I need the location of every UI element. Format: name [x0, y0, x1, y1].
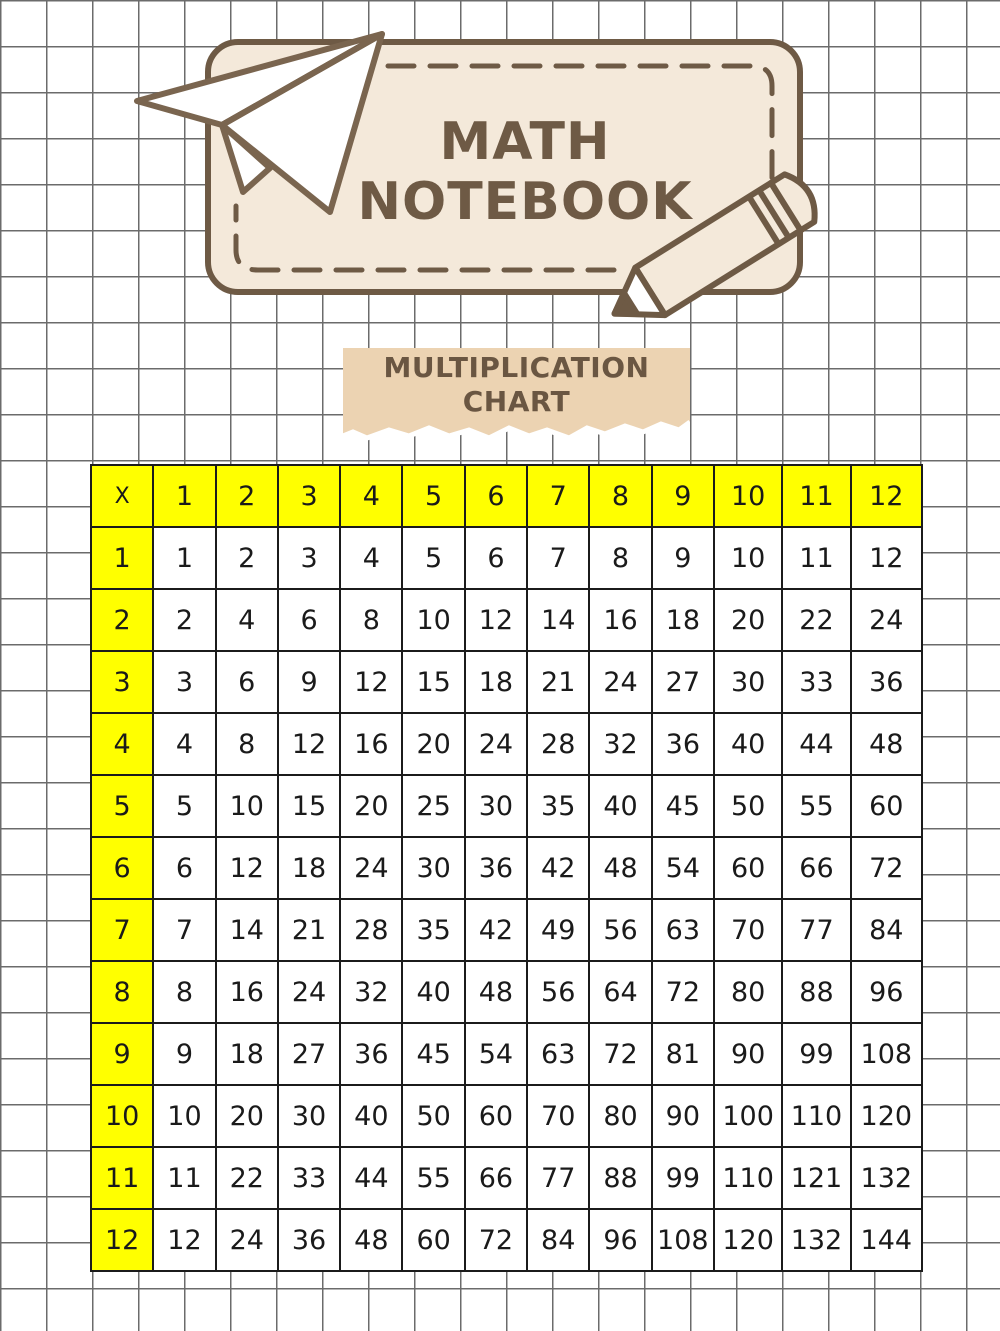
product-cell: 132	[782, 1209, 850, 1271]
product-cell: 1	[153, 527, 215, 589]
product-cell: 7	[527, 527, 589, 589]
row-header-cell: 1	[91, 527, 153, 589]
product-cell: 81	[652, 1023, 714, 1085]
column-header-cell: 6	[465, 465, 527, 527]
product-cell: 90	[652, 1085, 714, 1147]
product-cell: 22	[216, 1147, 278, 1209]
product-cell: 77	[527, 1147, 589, 1209]
product-cell: 50	[714, 775, 782, 837]
product-cell: 30	[714, 651, 782, 713]
product-cell: 21	[527, 651, 589, 713]
multiplication-table-container	[90, 464, 923, 1272]
product-cell: 10	[402, 589, 464, 651]
product-cell: 11	[782, 527, 850, 589]
product-cell: 18	[465, 651, 527, 713]
product-cell: 36	[465, 837, 527, 899]
product-cell: 28	[340, 899, 402, 961]
product-cell: 9	[278, 651, 340, 713]
column-header-cell: 11	[782, 465, 850, 527]
product-cell: 12	[216, 837, 278, 899]
product-cell: 27	[278, 1023, 340, 1085]
product-cell: 12	[851, 527, 922, 589]
table-row	[91, 1209, 922, 1271]
product-cell: 99	[782, 1023, 850, 1085]
product-cell: 9	[652, 527, 714, 589]
product-cell: 22	[782, 589, 850, 651]
product-cell: 54	[652, 837, 714, 899]
product-cell: 60	[465, 1085, 527, 1147]
product-cell: 48	[589, 837, 651, 899]
product-cell: 9	[153, 1023, 215, 1085]
product-cell: 54	[465, 1023, 527, 1085]
row-header-cell: 3	[91, 651, 153, 713]
product-cell: 21	[278, 899, 340, 961]
product-cell: 12	[465, 589, 527, 651]
table-row	[91, 961, 922, 1023]
product-cell: 35	[402, 899, 464, 961]
row-header-cell: 9	[91, 1023, 153, 1085]
product-cell: 40	[589, 775, 651, 837]
product-cell: 5	[402, 527, 464, 589]
product-cell: 15	[402, 651, 464, 713]
row-header-cell: 7	[91, 899, 153, 961]
product-cell: 40	[402, 961, 464, 1023]
product-cell: 80	[589, 1085, 651, 1147]
row-header-cell: 4	[91, 713, 153, 775]
row-header-cell: 11	[91, 1147, 153, 1209]
row-header-cell: 2	[91, 589, 153, 651]
product-cell: 90	[714, 1023, 782, 1085]
table-row	[91, 651, 922, 713]
product-cell: 48	[851, 713, 922, 775]
product-cell: 144	[851, 1209, 922, 1271]
product-cell: 42	[465, 899, 527, 961]
product-cell: 24	[278, 961, 340, 1023]
product-cell: 50	[402, 1085, 464, 1147]
product-cell: 12	[153, 1209, 215, 1271]
product-cell: 60	[714, 837, 782, 899]
row-header-cell: 12	[91, 1209, 153, 1271]
product-cell: 84	[851, 899, 922, 961]
product-cell: 121	[782, 1147, 850, 1209]
product-cell: 3	[153, 651, 215, 713]
product-cell: 56	[527, 961, 589, 1023]
column-header-cell: 8	[589, 465, 651, 527]
product-cell: 14	[527, 589, 589, 651]
product-cell: 45	[402, 1023, 464, 1085]
product-cell: 84	[527, 1209, 589, 1271]
product-cell: 6	[216, 651, 278, 713]
row-header-cell: 8	[91, 961, 153, 1023]
product-cell: 6	[278, 589, 340, 651]
product-cell: 10	[153, 1085, 215, 1147]
product-cell: 70	[714, 899, 782, 961]
product-cell: 11	[153, 1147, 215, 1209]
product-cell: 108	[851, 1023, 922, 1085]
product-cell: 80	[714, 961, 782, 1023]
table-row	[91, 713, 922, 775]
product-cell: 63	[652, 899, 714, 961]
product-cell: 99	[652, 1147, 714, 1209]
product-cell: 24	[851, 589, 922, 651]
product-cell: 40	[714, 713, 782, 775]
chart-label-line-1: MULTIPLICATION	[383, 351, 650, 384]
product-cell: 10	[714, 527, 782, 589]
product-cell: 27	[652, 651, 714, 713]
product-cell: 72	[652, 961, 714, 1023]
product-cell: 5	[153, 775, 215, 837]
product-cell: 48	[340, 1209, 402, 1271]
product-cell: 110	[782, 1085, 850, 1147]
product-cell: 20	[340, 775, 402, 837]
product-cell: 48	[465, 961, 527, 1023]
product-cell: 20	[714, 589, 782, 651]
table-row	[91, 1023, 922, 1085]
notebook-title-line-2: NOTEBOOK	[357, 172, 693, 232]
row-header-cell: 10	[91, 1085, 153, 1147]
product-cell: 60	[851, 775, 922, 837]
product-cell: 36	[652, 713, 714, 775]
product-cell: 30	[278, 1085, 340, 1147]
product-cell: 56	[589, 899, 651, 961]
column-header-cell: 9	[652, 465, 714, 527]
product-cell: 4	[153, 713, 215, 775]
product-cell: 96	[851, 961, 922, 1023]
table-row	[91, 589, 922, 651]
product-cell: 15	[278, 775, 340, 837]
column-header-cell: 5	[402, 465, 464, 527]
product-cell: 100	[714, 1085, 782, 1147]
product-cell: 120	[851, 1085, 922, 1147]
product-cell: 55	[782, 775, 850, 837]
column-header-cell: 4	[340, 465, 402, 527]
product-cell: 77	[782, 899, 850, 961]
product-cell: 24	[589, 651, 651, 713]
product-cell: 8	[153, 961, 215, 1023]
product-cell: 88	[589, 1147, 651, 1209]
product-cell: 8	[216, 713, 278, 775]
product-cell: 66	[782, 837, 850, 899]
column-header-cell: 12	[851, 465, 922, 527]
product-cell: 72	[851, 837, 922, 899]
product-cell: 30	[402, 837, 464, 899]
column-header-cell: 7	[527, 465, 589, 527]
product-cell: 8	[589, 527, 651, 589]
table-corner-cell: X	[91, 465, 153, 527]
product-cell: 44	[782, 713, 850, 775]
product-cell: 20	[402, 713, 464, 775]
table-row	[91, 775, 922, 837]
product-cell: 16	[216, 961, 278, 1023]
product-cell: 120	[714, 1209, 782, 1271]
table-row	[91, 1147, 922, 1209]
product-cell: 2	[216, 527, 278, 589]
product-cell: 32	[589, 713, 651, 775]
product-cell: 36	[851, 651, 922, 713]
product-cell: 32	[340, 961, 402, 1023]
product-cell: 132	[851, 1147, 922, 1209]
product-cell: 4	[216, 589, 278, 651]
product-cell: 25	[402, 775, 464, 837]
product-cell: 36	[278, 1209, 340, 1271]
product-cell: 6	[465, 527, 527, 589]
product-cell: 24	[465, 713, 527, 775]
column-header-cell: 1	[153, 465, 215, 527]
product-cell: 110	[714, 1147, 782, 1209]
product-cell: 2	[153, 589, 215, 651]
product-cell: 30	[465, 775, 527, 837]
product-cell: 33	[278, 1147, 340, 1209]
column-header-cell: 3	[278, 465, 340, 527]
product-cell: 8	[340, 589, 402, 651]
product-cell: 49	[527, 899, 589, 961]
product-cell: 60	[402, 1209, 464, 1271]
product-cell: 96	[589, 1209, 651, 1271]
product-cell: 72	[465, 1209, 527, 1271]
product-cell: 72	[589, 1023, 651, 1085]
product-cell: 12	[278, 713, 340, 775]
row-header-cell: 6	[91, 837, 153, 899]
product-cell: 63	[527, 1023, 589, 1085]
chart-label-line-2: CHART	[462, 385, 571, 418]
notebook-title-line-1: MATH	[439, 112, 611, 172]
product-cell: 24	[216, 1209, 278, 1271]
product-cell: 55	[402, 1147, 464, 1209]
table-header-row	[91, 465, 922, 527]
row-header-cell: 5	[91, 775, 153, 837]
product-cell: 88	[782, 961, 850, 1023]
product-cell: 42	[527, 837, 589, 899]
product-cell: 18	[278, 837, 340, 899]
product-cell: 64	[589, 961, 651, 1023]
product-cell: 66	[465, 1147, 527, 1209]
table-row	[91, 837, 922, 899]
product-cell: 33	[782, 651, 850, 713]
product-cell: 10	[216, 775, 278, 837]
product-cell: 40	[340, 1085, 402, 1147]
table-row	[91, 899, 922, 961]
product-cell: 70	[527, 1085, 589, 1147]
table-row	[91, 1085, 922, 1147]
product-cell: 18	[216, 1023, 278, 1085]
product-cell: 14	[216, 899, 278, 961]
product-cell: 16	[589, 589, 651, 651]
table-row	[91, 527, 922, 589]
column-header-cell: 2	[216, 465, 278, 527]
product-cell: 36	[340, 1023, 402, 1085]
product-cell: 3	[278, 527, 340, 589]
multiplication-table	[90, 464, 923, 1272]
product-cell: 6	[153, 837, 215, 899]
column-header-cell: 10	[714, 465, 782, 527]
product-cell: 4	[340, 527, 402, 589]
product-cell: 7	[153, 899, 215, 961]
product-cell: 24	[340, 837, 402, 899]
product-cell: 108	[652, 1209, 714, 1271]
product-cell: 28	[527, 713, 589, 775]
product-cell: 35	[527, 775, 589, 837]
product-cell: 45	[652, 775, 714, 837]
product-cell: 16	[340, 713, 402, 775]
product-cell: 44	[340, 1147, 402, 1209]
product-cell: 12	[340, 651, 402, 713]
product-cell: 18	[652, 589, 714, 651]
product-cell: 20	[216, 1085, 278, 1147]
